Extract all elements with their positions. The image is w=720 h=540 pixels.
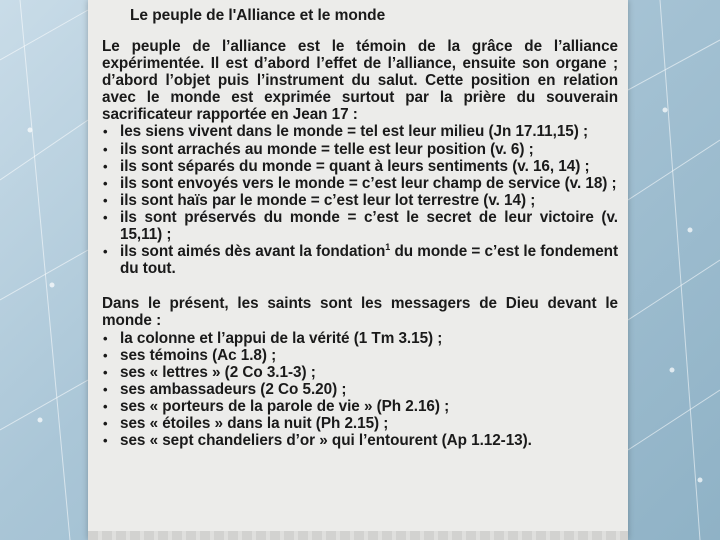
list-item [102, 141, 618, 158]
list-item [102, 415, 618, 432]
list-item-text: ils sont haïs par le monde = c’est leur lot terrestre (v. 14) ; [120, 191, 536, 209]
intro-paragraph: Le peuple de l’alliance est le témoin de la grâce de l’alliance expérimentée. Il est d’abord l’effet de l’alliance, ensuite son organe ; d’abord l’objet puis l’instrument du salut. Cette position en relation avec le monde est exprimée surtout par la prière du souverain sacrificateur rapportée en Jean 17 : [102, 38, 618, 124]
list-item [102, 209, 618, 243]
bullet-icon: • [103, 398, 108, 414]
list-item [102, 381, 618, 398]
bullet-icon: • [103, 244, 108, 260]
section-title: Le peuple de l'Alliance et le monde [130, 7, 386, 24]
list-item [102, 175, 618, 192]
bullet-icon: • [103, 433, 108, 449]
relation-list [102, 123, 618, 277]
bullet-icon: • [103, 347, 108, 363]
bullet-icon: • [103, 330, 108, 346]
list-item [102, 123, 618, 140]
list-item-text: ses ambassadeurs (2 Co 5.20) ; [120, 380, 347, 398]
list-item [102, 243, 618, 277]
bullet-icon: • [103, 209, 108, 225]
bullet-icon: • [103, 175, 108, 191]
bullet-icon: • [103, 415, 108, 431]
bullet-icon: • [103, 141, 108, 157]
messenger-list [102, 330, 618, 450]
footnote-mark: 1 [385, 242, 391, 253]
messengers-paragraph: Dans le présent, les saints sont les messagers de Dieu devant le monde : [102, 295, 618, 330]
list-item-text: ses « étoiles » dans la nuit (Ph 2.15) ; [120, 414, 389, 432]
list-item-text: ses « lettres » (2 Co 3.1-3) ; [120, 363, 316, 381]
bullet-icon: • [103, 124, 108, 140]
list-item-text: ses « sept chandeliers d’or » qui l’entourent (Ap 1.12-13). [120, 432, 532, 450]
document-body [102, 6, 618, 449]
list-item-text: ils sont envoyés vers le monde = c’est leur champ de service (v. 18) ; [120, 174, 617, 192]
list-item-text: ils sont préservés du monde = c’est le secret de leur victoire (v. 15,11) ; [120, 208, 618, 244]
list-item [102, 432, 618, 449]
list-item-text: ils sont séparés du monde = quant à leurs sentiments (v. 16, 14) ; [120, 157, 590, 175]
list-item-text: les siens vivent dans le monde = tel est leur milieu (Jn 17.11,15) ; [120, 123, 589, 141]
list-item [102, 347, 618, 364]
list-item [102, 364, 618, 381]
scanned-page [88, 0, 628, 540]
bullet-icon: • [103, 192, 108, 208]
bullet-icon: • [103, 158, 108, 174]
bullet-icon: • [103, 381, 108, 397]
list-item-text: la colonne et l’appui de la vérité (1 Tm 3.15) ; [120, 329, 443, 347]
page-bottom-edge [88, 531, 628, 540]
list-item-text: ses « porteurs de la parole de vie » (Ph 2.16) ; [120, 397, 450, 415]
list-item [102, 192, 618, 209]
list-item-text-tail: du monde = c’est le fondement du tout. [120, 243, 618, 278]
list-item [102, 398, 618, 415]
list-item-text: ils sont arrachés au monde = telle est leur position (v. 6) ; [120, 140, 534, 158]
list-item-text: ses témoins (Ac 1.8) ; [120, 346, 277, 364]
list-item [102, 330, 618, 347]
list-item [102, 158, 618, 175]
bullet-icon: • [103, 364, 108, 380]
list-item-text: ils sont aimés dès avant la fondation [120, 243, 386, 261]
